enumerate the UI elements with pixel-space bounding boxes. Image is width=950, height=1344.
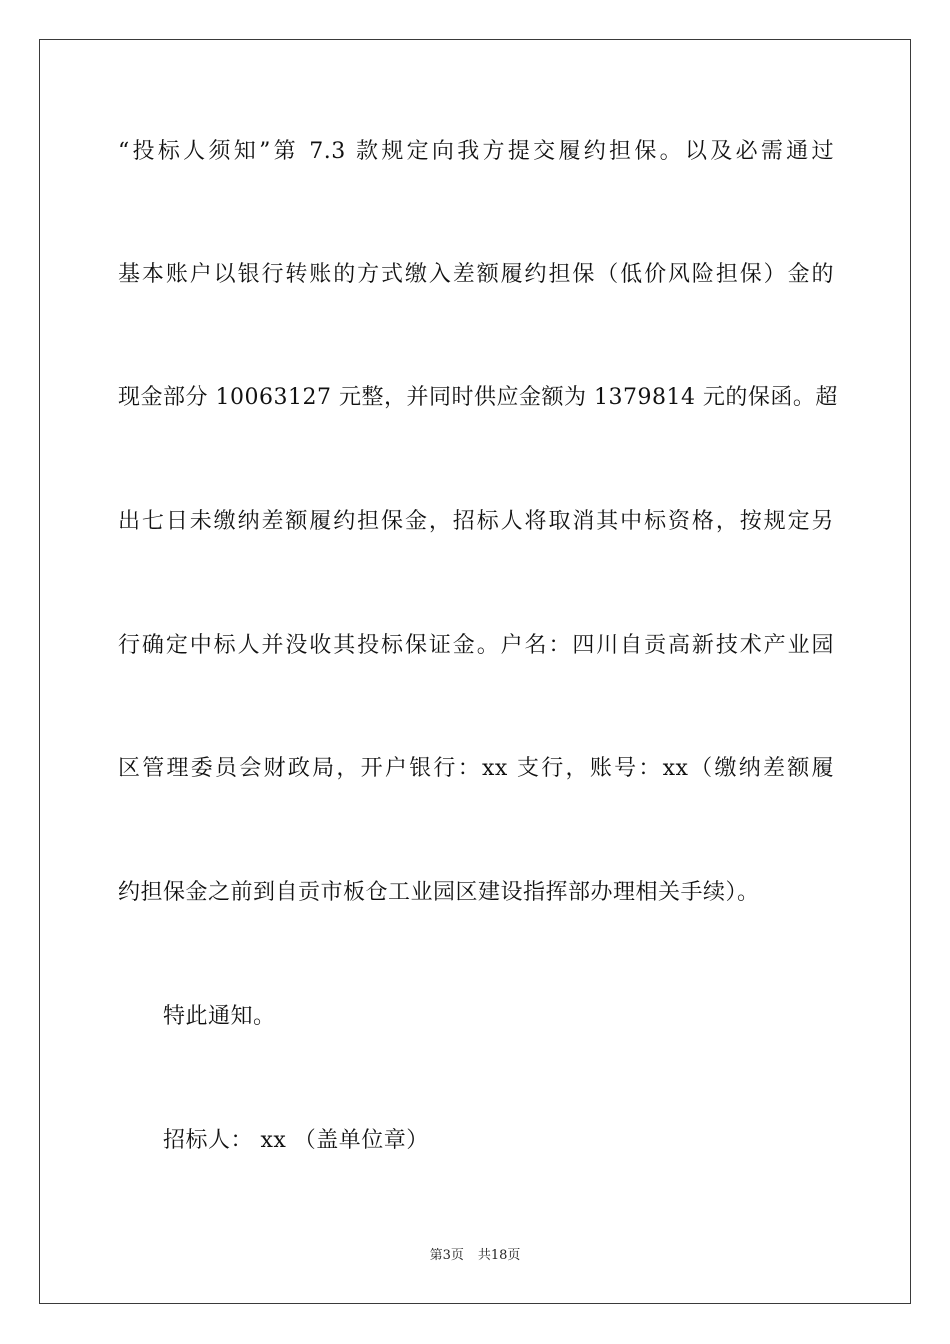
- signature-line: 招标人： xx （盖单位章）: [163, 1128, 429, 1153]
- page-footer: [0, 1247, 950, 1265]
- notice-text: 特此通知。: [163, 1004, 276, 1029]
- body-line-5: 行确定中标人并没收其投标保证金。户名：四川自贡高新技术产业园: [118, 633, 834, 658]
- body-line-6: 区管理委员会财政局，开户银行：xx 支行，账号：xx（缴纳差额履: [118, 756, 834, 781]
- page-border: [39, 39, 911, 1304]
- body-line-2: 基本账户以银行转账的方式缴入差额履约担保（低价风险担保）金的: [118, 262, 834, 287]
- page-number: 第3页: [429, 1248, 464, 1263]
- page-total: 共18页: [477, 1248, 521, 1263]
- body-line-7: 约担保金之前到自贡市板仓工业园区建设指挥部办理相关手续）。: [118, 880, 760, 905]
- body-line-4: 出七日未缴纳差额履约担保金，招标人将取消其中标资格，按规定另: [118, 509, 834, 534]
- body-line-3: 现金部分 10063127 元整，并同时供应金额为 1379814 元的保函。超: [118, 385, 838, 410]
- body-line-1: “投标人须知”第 7.3 款规定向我方提交履约担保。以及必需通过: [118, 139, 834, 164]
